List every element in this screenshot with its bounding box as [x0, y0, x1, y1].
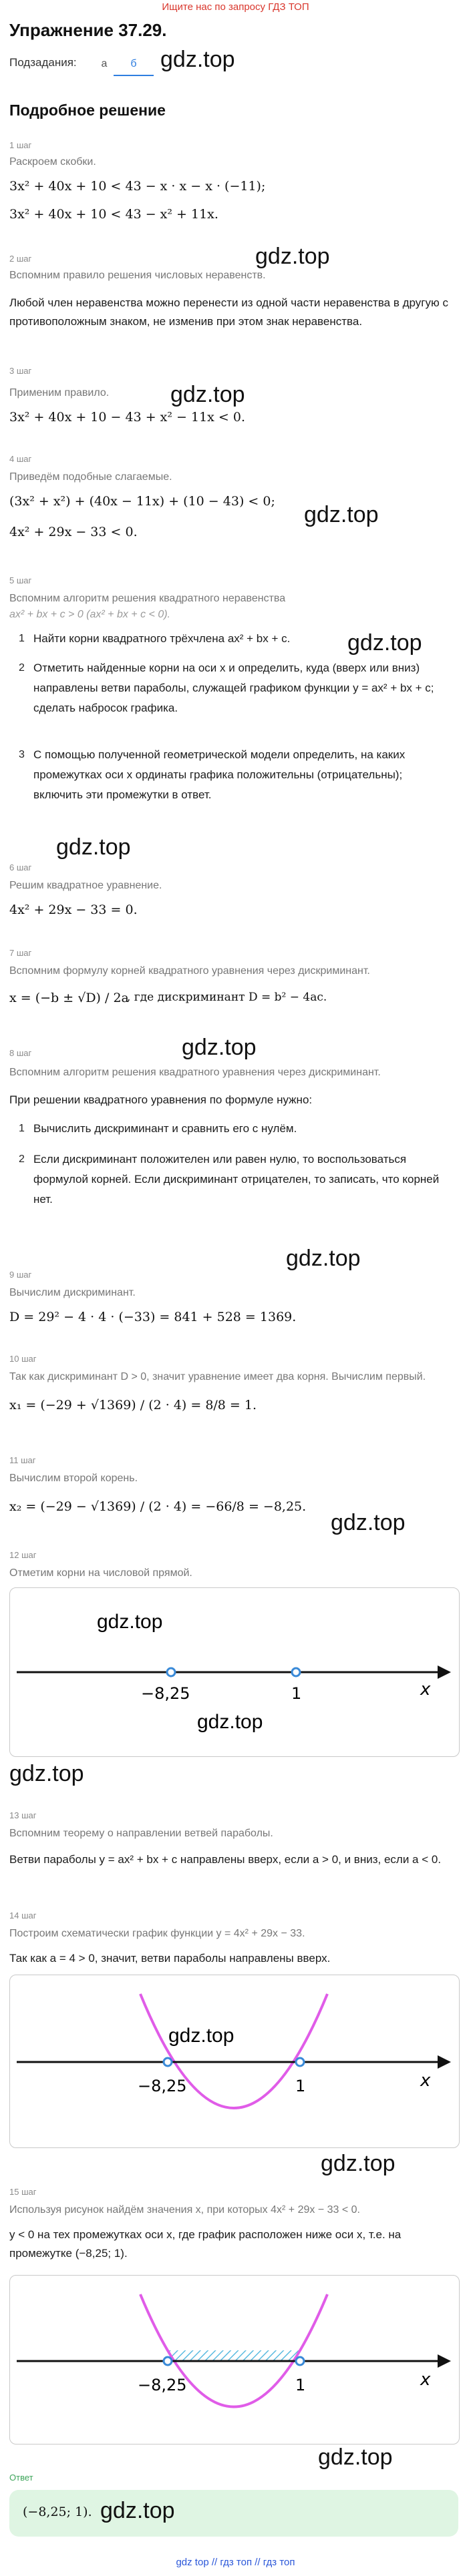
step-label: 8 шаг: [9, 1048, 32, 1058]
step-intro: Отметим корни на числовой прямой.: [9, 1567, 192, 1579]
watermark: gdz.top: [9, 1761, 84, 1786]
formula: x₁ = (−29 + √1369) / (2 · 4) = 8/8 = 1.: [9, 1398, 257, 1412]
watermark: gdz.top: [182, 1035, 257, 1060]
step-label: 10 шаг: [9, 1354, 37, 1364]
parabola-graph-box: [9, 1975, 460, 2148]
step-intro: ax² + bx + c > 0 (ax² + bx + c < 0).: [9, 609, 170, 620]
step-intro: Вычислим дискриминант.: [9, 1287, 136, 1298]
watermark: gdz.top: [255, 244, 330, 269]
root-label: 1: [291, 1684, 302, 1703]
formula: 3x² + 40x + 10 − 43 + x² − 11x < 0.: [9, 410, 246, 425]
step-label: 12 шаг: [9, 1550, 37, 1560]
watermark: gdz.top: [331, 1510, 406, 1535]
interval-text: y < 0 на тех промежутках оси x, где график расположен ниже оси x, т.е. на промежутке (−8,25; 1).: [9, 2228, 402, 2260]
number-line-box: [9, 1587, 460, 1757]
tasks-label: Подзадания:: [9, 56, 77, 69]
step-intro: Вспомним алгоритм решения квадратного уравнения через дискриминант.: [9, 1067, 381, 1078]
root-label: −8,25: [138, 2077, 187, 2095]
theorem-text: Ветви параболы y = ax² + bx + c направлены вверх, если a > 0, и вниз, если a < 0.: [9, 1853, 442, 1866]
footer-links[interactable]: gdz top // гдз топ // гдз топ: [176, 2557, 295, 2568]
formula: (3x² + x²) + (40x − 11x) + (10 − 43) < 0;: [9, 494, 275, 509]
list-item: Если дискриминант положителен или равен нулю, то воспользоваться формулой корней. Если дискриминант отрицателен, то записать, что корней нет.: [33, 1153, 440, 1206]
root-point: [292, 1668, 300, 1676]
rule-text: Любой член неравенства можно перенести из одной части неравенства в другую с противоположным знаком, не изменив при этом знак неравенства.: [9, 296, 448, 328]
list-number: 2: [19, 662, 25, 674]
step-intro: Раскроем скобки.: [9, 156, 96, 168]
number-line-graph: [10, 1588, 459, 1756]
tab-a[interactable]: а: [101, 58, 108, 69]
root-point: [164, 2357, 172, 2365]
step-intro: Так как дискриминант D > 0, значит уравнение имеет два корня. Вычислим первый.: [9, 1371, 426, 1382]
step-intro: Построим схематически график функции y = 4x² + 29x − 33.: [9, 1928, 305, 1939]
step-intro: Приведём подобные слагаемые.: [9, 471, 172, 483]
axis-arrow: [438, 1665, 451, 1679]
watermark: gdz.top: [168, 2025, 234, 2047]
axis-label: x: [420, 1680, 431, 1700]
root-point: [164, 2058, 172, 2066]
watermark: gdz.top: [56, 834, 131, 860]
step-intro: Вспомним формулу корней квадратного уравнения через дискриминант.: [9, 965, 370, 977]
answer-label: Ответ: [9, 2473, 33, 2483]
answer-value: (−8,25; 1).: [23, 2505, 92, 2519]
formula: x = (−b ± √D) / 2a: [9, 991, 129, 1005]
watermark: gdz.top: [318, 2444, 393, 2470]
axis-arrow: [438, 2354, 451, 2368]
step-label: 5 шаг: [9, 575, 32, 585]
watermark: gdz.top: [321, 2151, 396, 2176]
step-intro: Применим правило.: [9, 387, 110, 399]
algo-intro: При решении квадратного уравнения по формуле нужно:: [9, 1093, 313, 1106]
step-intro: Вычислим второй корень.: [9, 1473, 138, 1484]
step-label: 7 шаг: [9, 948, 32, 958]
root-label: −8,25: [138, 2376, 187, 2394]
root-label: −8,25: [141, 1684, 190, 1703]
promo-banner[interactable]: Ищите нас по запросу ГДЗ ТОП: [162, 1, 309, 13]
step-label: 4 шаг: [9, 454, 32, 464]
watermark: gdz.top: [97, 1611, 163, 1633]
watermark: gdz.top: [100, 2498, 175, 2523]
step-label: 2 шаг: [9, 254, 32, 264]
step-intro: Вспомним правило решения числовых неравенств.: [9, 270, 266, 281]
direction-text: Так как a = 4 > 0, значит, ветви параболы направлены вверх.: [9, 1952, 331, 1965]
step-label: 1 шаг: [9, 140, 32, 150]
solution-hatch: [168, 2350, 300, 2361]
watermark: gdz.top: [170, 382, 245, 407]
list-item: Отметить найденные корни на оси x и определить, куда (вверх или вниз) направлены ветви параболы, служащей графиком функции y = ax² + bx + c; сделать набросок графика.: [33, 662, 434, 714]
formula-tail: , где дискриминант D = b² − 4ac.: [127, 991, 327, 1004]
formula: 3x² + 40x + 10 < 43 − x² + 11x.: [9, 207, 218, 222]
step-label: 6 шаг: [9, 862, 32, 872]
step-label: 13 шаг: [9, 1810, 37, 1820]
formula: x₂ = (−29 − √1369) / (2 · 4) = −66/8 = −8,25.: [9, 1499, 307, 1514]
step-intro: Вспомним алгоритм решения квадратного неравенства: [9, 593, 286, 604]
watermark: gdz.top: [286, 1246, 361, 1271]
list-item: Найти корни квадратного трёхчлена ax² + bx + c.: [33, 632, 291, 645]
axis-label: x: [420, 2370, 431, 2390]
watermark: gdz.top: [160, 47, 235, 72]
watermark: gdz.top: [197, 1711, 263, 1733]
step-label: 9 шаг: [9, 1270, 32, 1280]
formula: 4x² + 29x − 33 = 0.: [9, 903, 138, 917]
watermark: gdz.top: [347, 630, 422, 656]
section-title: Подробное решение: [9, 101, 166, 119]
step-label: 14 шаг: [9, 1910, 37, 1920]
list-number: 3: [19, 749, 25, 760]
parabola-graph: [10, 1975, 459, 2147]
watermark: gdz.top: [304, 502, 379, 527]
axis-arrow: [438, 2055, 451, 2069]
list-item: Вычислить дискриминант и сравнить его с нулём.: [33, 1122, 297, 1135]
formula: 3x² + 40x + 10 < 43 − x · x − x · (−11);: [9, 179, 266, 194]
list-item: С помощью полученной геометрической модели определить, на каких промежутках оси x ординаты графика положительны (отрицательны); включить эти промежутки в ответ.: [33, 748, 406, 801]
solution-graph: [10, 2276, 459, 2444]
axis-label: x: [420, 2071, 431, 2091]
root-point: [296, 2357, 304, 2365]
step-intro: Используя рисунок найдём значения x, при которых 4x² + 29x − 33 < 0.: [9, 2204, 360, 2216]
root-point: [296, 2058, 304, 2066]
root-label: 1: [295, 2376, 306, 2394]
step-label: 15 шаг: [9, 2187, 37, 2197]
tab-b[interactable]: б: [114, 53, 154, 76]
step-label: 11 шаг: [9, 1455, 36, 1465]
root-label: 1: [295, 2077, 306, 2095]
formula: 4x² + 29x − 33 < 0.: [9, 525, 138, 539]
root-point: [167, 1668, 175, 1676]
step-label: 3 шаг: [9, 366, 32, 376]
solution-graph-box: [9, 2275, 460, 2444]
step-intro: Решим квадратное уравнение.: [9, 880, 162, 891]
list-number: 1: [19, 1123, 25, 1134]
page-title: Упражнение 37.29.: [9, 20, 167, 40]
formula: D = 29² − 4 · 4 · (−33) = 841 + 528 = 1369.: [9, 1310, 297, 1324]
step-intro: Вспомним теорему о направлении ветвей параболы.: [9, 1828, 273, 1839]
list-number: 1: [19, 633, 25, 644]
list-number: 2: [19, 1153, 25, 1165]
